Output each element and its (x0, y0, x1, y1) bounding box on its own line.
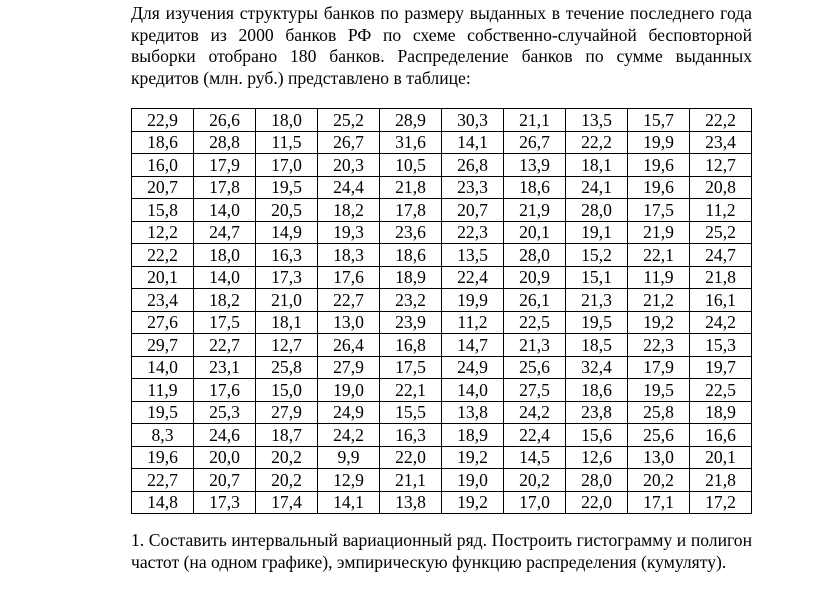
table-cell: 19,6 (628, 176, 690, 199)
table-cell: 25,3 (194, 401, 256, 424)
table-cell: 19,7 (690, 356, 752, 379)
table-cell: 23,4 (690, 131, 752, 154)
table-cell: 20,2 (256, 446, 318, 469)
table-cell: 12,7 (256, 334, 318, 357)
table-cell: 17,9 (194, 154, 256, 177)
table-cell: 26,6 (194, 109, 256, 132)
table-cell: 22,7 (318, 289, 380, 312)
table-cell: 17,0 (256, 154, 318, 177)
table-cell: 18,0 (256, 109, 318, 132)
table-cell: 24,2 (690, 311, 752, 334)
table-cell: 15,8 (132, 199, 194, 222)
table-cell: 25,8 (256, 356, 318, 379)
table-cell: 24,7 (194, 221, 256, 244)
table-cell: 23,9 (380, 311, 442, 334)
table-row (132, 176, 752, 199)
table-cell: 21,0 (256, 289, 318, 312)
table-cell: 18,9 (442, 424, 504, 447)
table-cell: 25,6 (504, 356, 566, 379)
table-cell: 20,8 (690, 176, 752, 199)
table-row (132, 469, 752, 492)
table-cell: 18,6 (566, 379, 628, 402)
table-cell: 18,3 (318, 244, 380, 267)
table-cell: 31,6 (380, 131, 442, 154)
table-cell: 22,7 (194, 334, 256, 357)
table-cell: 24,9 (442, 356, 504, 379)
table-cell: 27,9 (256, 401, 318, 424)
table-cell: 22,1 (380, 379, 442, 402)
table-cell: 15,5 (380, 401, 442, 424)
table-cell: 11,2 (690, 199, 752, 222)
table-cell: 14,7 (442, 334, 504, 357)
table-cell: 13,8 (380, 491, 442, 514)
table-cell: 16,0 (132, 154, 194, 177)
table-row (132, 401, 752, 424)
table-cell: 17,5 (380, 356, 442, 379)
table-cell: 15,1 (566, 266, 628, 289)
table-cell: 20,2 (256, 469, 318, 492)
table-cell: 32,4 (566, 356, 628, 379)
table-cell: 20,2 (504, 469, 566, 492)
table-cell: 26,1 (504, 289, 566, 312)
table-cell: 20,1 (132, 266, 194, 289)
table-cell: 17,9 (628, 356, 690, 379)
table-cell: 11,5 (256, 131, 318, 154)
table-cell: 19,1 (566, 221, 628, 244)
table-row (132, 356, 752, 379)
table-cell: 22,3 (442, 221, 504, 244)
table-row (132, 109, 752, 132)
table-cell: 23,1 (194, 356, 256, 379)
table-cell: 11,9 (628, 266, 690, 289)
table-row (132, 199, 752, 222)
table-cell: 20,0 (194, 446, 256, 469)
table-cell: 19,9 (628, 131, 690, 154)
table-cell: 17,6 (318, 266, 380, 289)
table-cell: 28,8 (194, 131, 256, 154)
table-cell: 22,2 (566, 131, 628, 154)
table-cell: 18,7 (256, 424, 318, 447)
table-cell: 17,8 (194, 176, 256, 199)
table-cell: 24,4 (318, 176, 380, 199)
table-cell: 15,3 (690, 334, 752, 357)
table-cell: 18,0 (194, 244, 256, 267)
table-cell: 25,8 (628, 401, 690, 424)
table-cell: 25,6 (628, 424, 690, 447)
table-cell: 23,6 (380, 221, 442, 244)
table-cell: 29,7 (132, 334, 194, 357)
table-cell: 12,7 (690, 154, 752, 177)
table-body (132, 109, 752, 514)
table-cell: 20,2 (628, 469, 690, 492)
table-cell: 17,4 (256, 491, 318, 514)
table-row (132, 131, 752, 154)
table-cell: 18,6 (504, 176, 566, 199)
table-cell: 22,9 (132, 109, 194, 132)
table-cell: 16,6 (690, 424, 752, 447)
table-row (132, 244, 752, 267)
table-cell: 16,1 (690, 289, 752, 312)
table-cell: 19,3 (318, 221, 380, 244)
table-cell: 22,1 (628, 244, 690, 267)
table-cell: 9,9 (318, 446, 380, 469)
table-cell: 20,9 (504, 266, 566, 289)
table-cell: 21,2 (628, 289, 690, 312)
table-cell: 12,9 (318, 469, 380, 492)
table-row (132, 289, 752, 312)
table-cell: 14,1 (442, 131, 504, 154)
table-cell: 14,9 (256, 221, 318, 244)
intro-paragraph: Для изучения структуры банков по размеру выданных в течение последнего года кредитов из 2000 банков РФ по схеме собственно-случайной бесповторной выборки отобрано 180 банков. Распределение банков по сумме выданных кредитов (млн. руб.) представлено в таблице: (131, 3, 752, 88)
table-cell: 21,8 (690, 266, 752, 289)
table-cell: 17,5 (194, 311, 256, 334)
table-cell: 17,2 (690, 491, 752, 514)
table-cell: 20,7 (132, 176, 194, 199)
table-cell: 22,4 (442, 266, 504, 289)
table-cell: 28,0 (504, 244, 566, 267)
table-cell: 19,6 (132, 446, 194, 469)
table-cell: 11,9 (132, 379, 194, 402)
table-cell: 22,4 (504, 424, 566, 447)
table-cell: 17,3 (256, 266, 318, 289)
table-cell: 14,0 (194, 199, 256, 222)
table-cell: 20,1 (690, 446, 752, 469)
table-cell: 12,6 (566, 446, 628, 469)
table-row (132, 446, 752, 469)
table-cell: 26,4 (318, 334, 380, 357)
table-cell: 24,1 (566, 176, 628, 199)
table-cell: 14,5 (504, 446, 566, 469)
table-cell: 14,8 (132, 491, 194, 514)
table-cell: 24,9 (318, 401, 380, 424)
table-cell: 20,1 (504, 221, 566, 244)
credit-data-table (131, 108, 752, 514)
table-cell: 17,8 (380, 199, 442, 222)
table-row (132, 424, 752, 447)
table-cell: 26,7 (504, 131, 566, 154)
table-cell: 24,2 (504, 401, 566, 424)
table-cell: 25,2 (318, 109, 380, 132)
table-cell: 19,5 (628, 379, 690, 402)
table-cell: 18,2 (194, 289, 256, 312)
task-paragraph: 1. Составить интервальный вариационный ряд. Построить гистограмму и полигон частот (на одном графике), эмпирическую функцию распределения (кумуляту). (131, 530, 752, 572)
table-row (132, 154, 752, 177)
table-cell: 13,0 (318, 311, 380, 334)
table-cell: 13,0 (628, 446, 690, 469)
table-row (132, 379, 752, 402)
table-cell: 26,7 (318, 131, 380, 154)
table-cell: 19,9 (442, 289, 504, 312)
table-cell: 21,9 (504, 199, 566, 222)
table-cell: 24,2 (318, 424, 380, 447)
table-cell: 19,0 (318, 379, 380, 402)
table-cell: 22,2 (690, 109, 752, 132)
table-cell: 21,1 (380, 469, 442, 492)
table-cell: 13,8 (442, 401, 504, 424)
table-cell: 21,8 (690, 469, 752, 492)
table-cell: 23,8 (566, 401, 628, 424)
table-cell: 16,3 (380, 424, 442, 447)
table-row (132, 311, 752, 334)
table-cell: 18,9 (380, 266, 442, 289)
table-cell: 22,3 (628, 334, 690, 357)
table-cell: 19,5 (256, 176, 318, 199)
table-cell: 18,6 (380, 244, 442, 267)
table-cell: 23,4 (132, 289, 194, 312)
table-cell: 13,5 (442, 244, 504, 267)
table-cell: 19,5 (566, 311, 628, 334)
table-cell: 16,3 (256, 244, 318, 267)
table-cell: 23,3 (442, 176, 504, 199)
table-cell: 15,7 (628, 109, 690, 132)
table-cell: 19,5 (132, 401, 194, 424)
table-cell: 18,1 (256, 311, 318, 334)
table-cell: 19,6 (628, 154, 690, 177)
table-cell: 27,9 (318, 356, 380, 379)
table-cell: 22,0 (566, 491, 628, 514)
table-cell: 14,0 (442, 379, 504, 402)
table-cell: 18,6 (132, 131, 194, 154)
table-cell: 14,0 (194, 266, 256, 289)
table-row (132, 221, 752, 244)
table-cell: 17,0 (504, 491, 566, 514)
table-cell: 20,7 (442, 199, 504, 222)
table-cell: 28,0 (566, 469, 628, 492)
table-cell: 27,5 (504, 379, 566, 402)
table-cell: 22,0 (380, 446, 442, 469)
table-cell: 10,5 (380, 154, 442, 177)
table-cell: 18,5 (566, 334, 628, 357)
table-cell: 15,2 (566, 244, 628, 267)
table-cell: 21,1 (504, 109, 566, 132)
table-cell: 17,5 (628, 199, 690, 222)
table-cell: 14,0 (132, 356, 194, 379)
table-cell: 23,2 (380, 289, 442, 312)
table-cell: 11,2 (442, 311, 504, 334)
table-row (132, 491, 752, 514)
table-cell: 30,3 (442, 109, 504, 132)
table-cell: 20,3 (318, 154, 380, 177)
table-cell: 17,1 (628, 491, 690, 514)
table-cell: 21,3 (566, 289, 628, 312)
table-cell: 27,6 (132, 311, 194, 334)
table-cell: 20,5 (256, 199, 318, 222)
table-cell: 18,1 (566, 154, 628, 177)
table-cell: 19,2 (442, 491, 504, 514)
table-cell: 28,0 (566, 199, 628, 222)
table-cell: 8,3 (132, 424, 194, 447)
table-cell: 17,3 (194, 491, 256, 514)
table-cell: 22,5 (504, 311, 566, 334)
table-row (132, 266, 752, 289)
table-cell: 22,5 (690, 379, 752, 402)
table-cell: 19,2 (628, 311, 690, 334)
table-row (132, 334, 752, 357)
table-cell: 22,7 (132, 469, 194, 492)
table-cell: 19,2 (442, 446, 504, 469)
table-cell: 13,9 (504, 154, 566, 177)
table-cell: 16,8 (380, 334, 442, 357)
table-cell: 17,6 (194, 379, 256, 402)
table-cell: 21,3 (504, 334, 566, 357)
table-cell: 28,9 (380, 109, 442, 132)
table-cell: 15,0 (256, 379, 318, 402)
table-cell: 14,1 (318, 491, 380, 514)
table-cell: 12,2 (132, 221, 194, 244)
table-cell: 20,7 (194, 469, 256, 492)
table-cell: 19,0 (442, 469, 504, 492)
table-cell: 13,5 (566, 109, 628, 132)
table-cell: 21,8 (380, 176, 442, 199)
table-cell: 18,2 (318, 199, 380, 222)
table-cell: 18,9 (690, 401, 752, 424)
table-cell: 15,6 (566, 424, 628, 447)
table-cell: 24,6 (194, 424, 256, 447)
table-cell: 25,2 (690, 221, 752, 244)
table-cell: 26,8 (442, 154, 504, 177)
table-cell: 21,9 (628, 221, 690, 244)
table-cell: 22,2 (132, 244, 194, 267)
table-cell: 24,7 (690, 244, 752, 267)
